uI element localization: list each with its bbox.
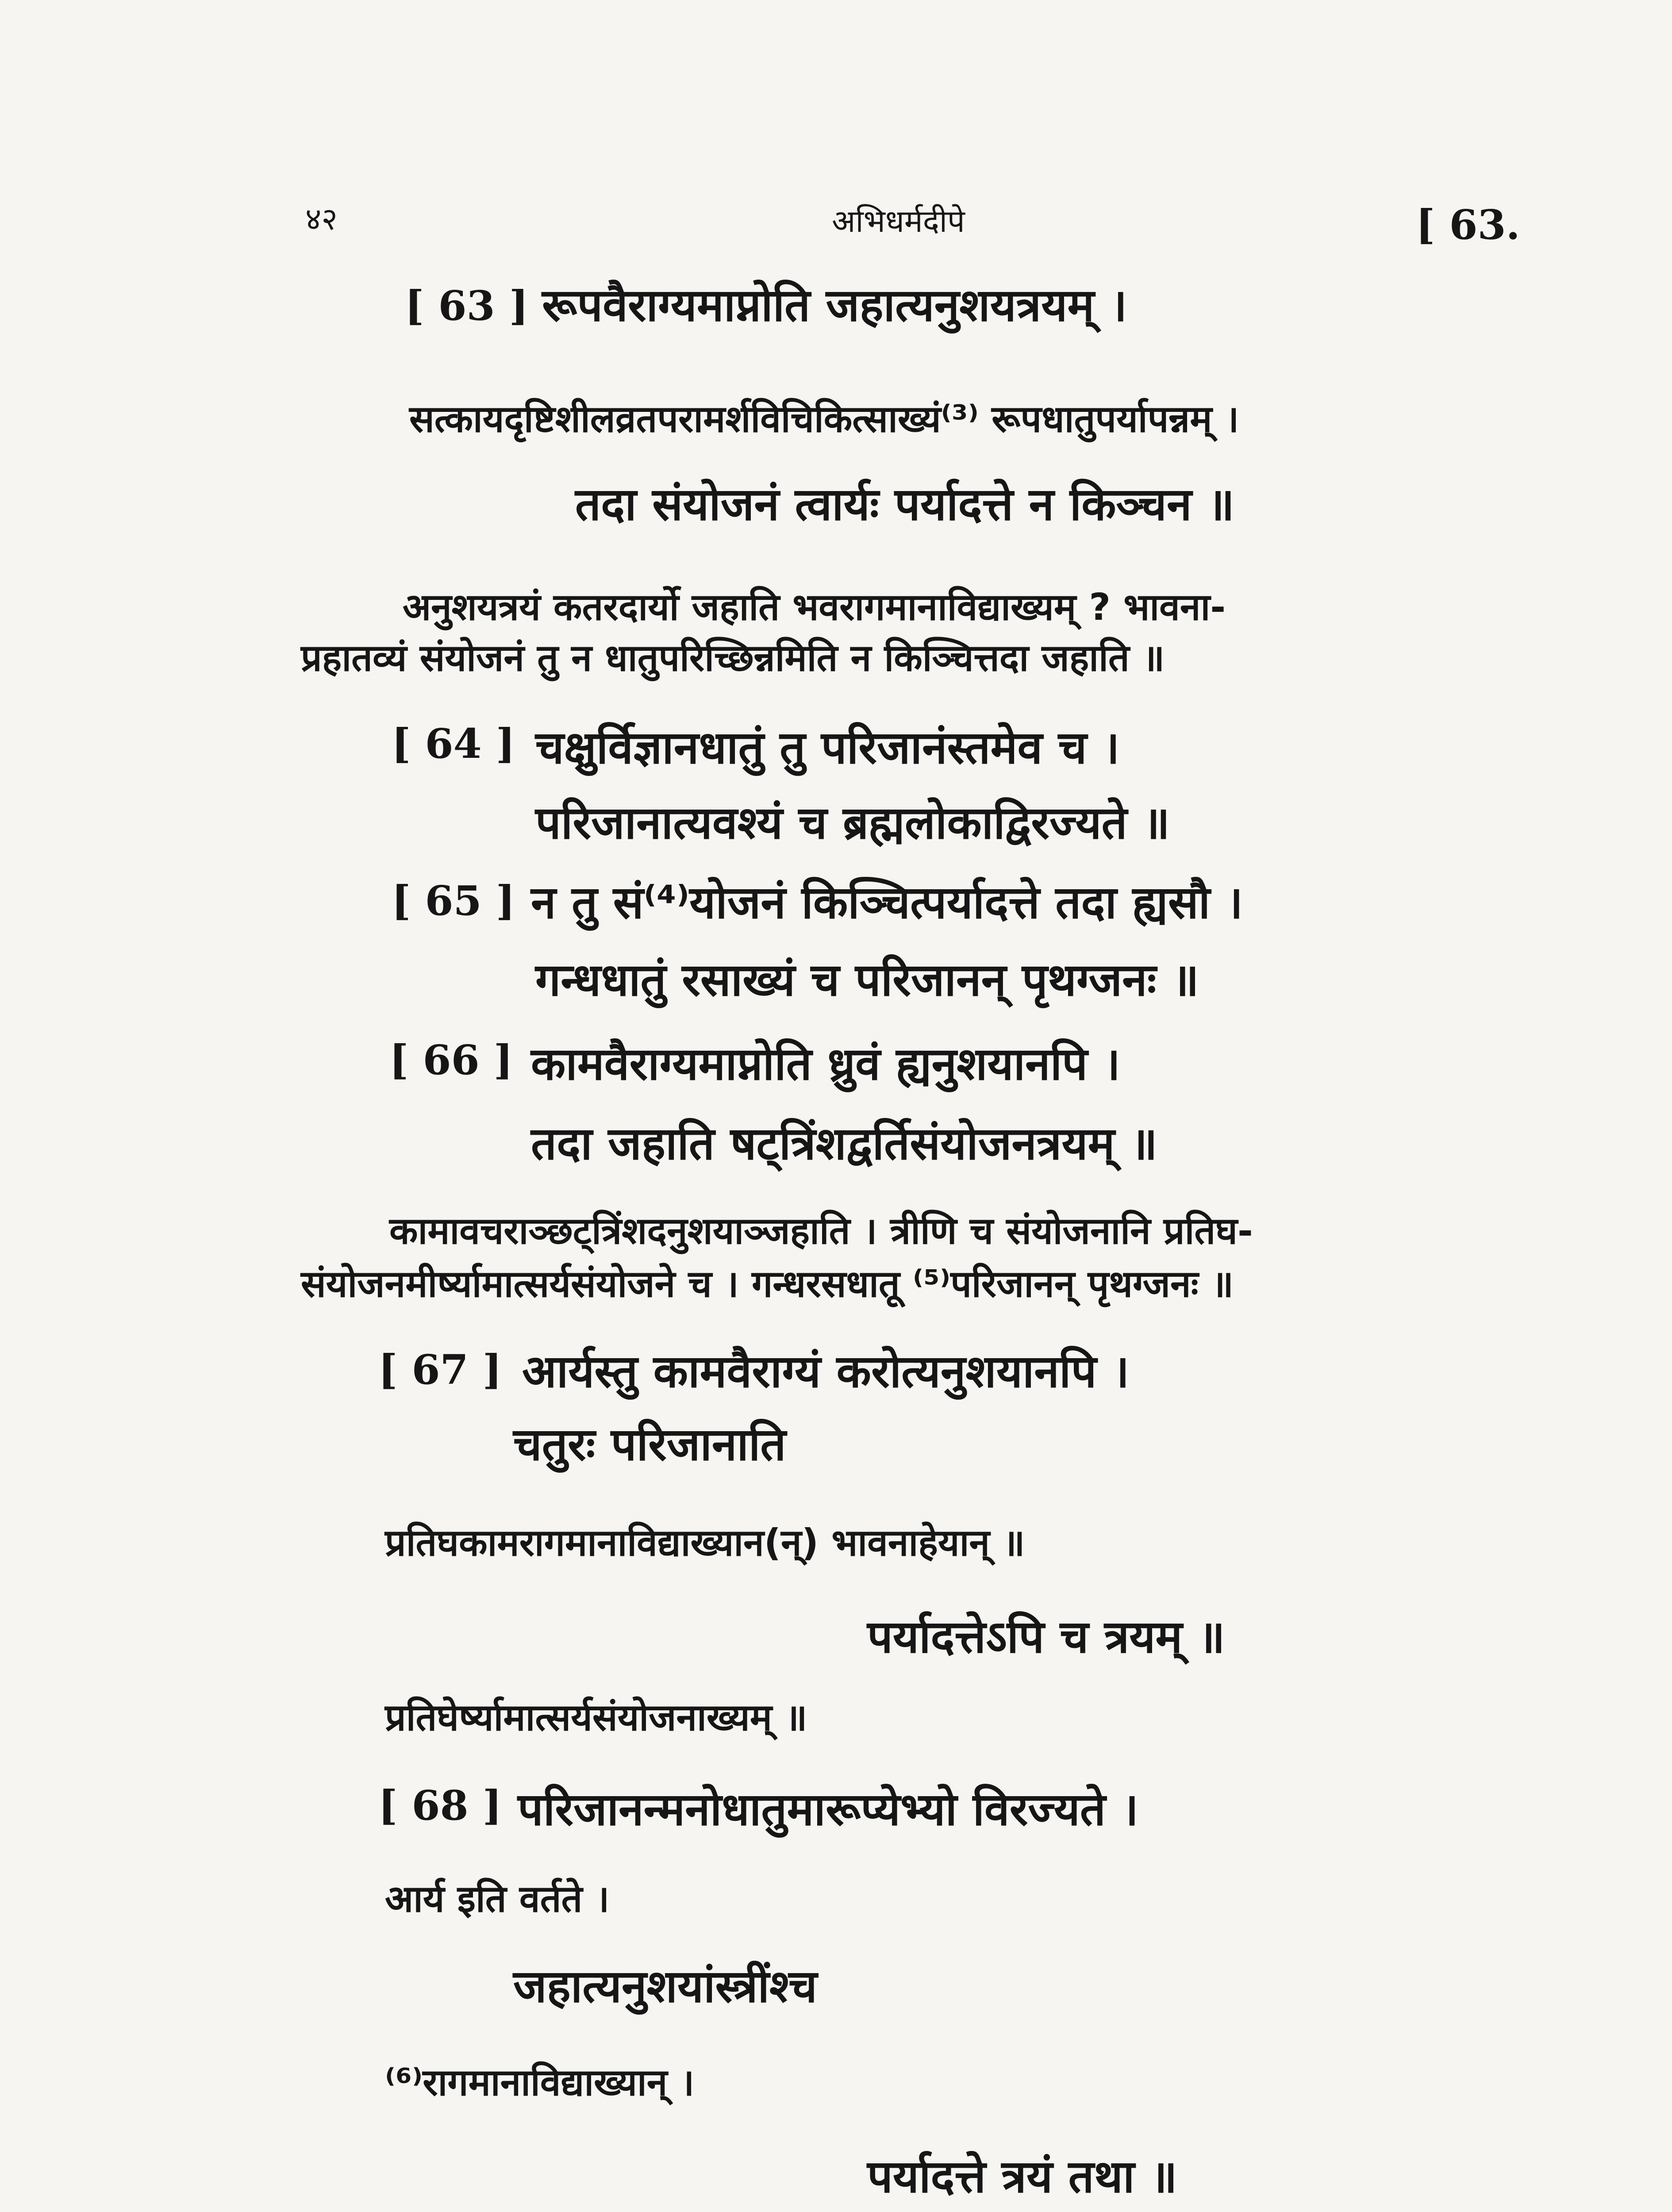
verse-number-63: [ 63 ]	[405, 282, 529, 330]
verse-66-line-2: तदा जहाति षट्त्रिंशद्वर्तिसंयोजनत्रयम् ॥	[531, 1118, 1158, 1170]
running-title: अभिधर्मदीपे	[832, 203, 965, 239]
verse-64-line-2: परिजानात्यवश्यं च ब्रह्मलोकाद्विरज्यते ॥	[535, 797, 1170, 849]
verse-number-64: [ 64 ]	[392, 720, 515, 768]
commentary-line: प्रहातव्यं संयोजनं तु न धातुपरिच्छिन्नमिति न किञ्चित्तदा जहाति ॥	[301, 636, 1165, 680]
verse-number-65: [ 65 ]	[392, 877, 515, 925]
verse-line: तदा संयोजनं त्वार्यः पर्यादत्ते न किञ्चन ॥	[575, 478, 1235, 531]
verse-67-line-1: आर्यस्तु कामवैराग्यं करोत्यनुशयानपि ।	[522, 1345, 1130, 1398]
verse-65-line-2: गन्धधातुं रसाख्यं च परिजानन् पृथग्जनः ॥	[535, 954, 1199, 1006]
commentary-line: संयोजनमीर्ष्यामात्सर्यसंयोजने च । गन्धरसधातू ⁽⁵⁾परिजानन् पृथग्जनः ॥	[301, 1262, 1234, 1306]
commentary-line: ⁽⁶⁾रागमानाविद्याख्यान् ।	[385, 2061, 695, 2104]
verse-65-line-1: न तु सं⁽⁴⁾योजनं किञ्चित्पर्यादत्ते तदा ह्यसौ ।	[531, 876, 1243, 929]
verse-line: जहात्यनुशयांस्त्रींश्च	[513, 1960, 818, 2013]
page-number: ४२	[305, 201, 338, 237]
verse-line: पर्यादत्तेऽपि च त्रयम् ॥	[867, 1611, 1226, 1663]
verse-64-line-1: चक्षुर्विज्ञानधातुं तु परिजानंस्तमेव च ।	[535, 722, 1120, 774]
verse-68-line: परिजानन्मनोधातुमारूप्येभ्यो विरज्यते ।	[518, 1783, 1139, 1836]
verse-66-line-1: कामवैराग्यमाप्नोति ध्रुवं ह्यनुशयानपि ।	[531, 1038, 1121, 1091]
verse-number-66: [ 66 ]	[389, 1036, 513, 1084]
commentary-line: अनुशयत्रयं कतरदार्यो जहाति भवरागमानाविद्याख्यम् ? भावना-	[403, 585, 1226, 629]
verse-line: पर्यादत्ते त्रयं तथा ॥	[867, 2151, 1177, 2203]
verse-number-67: [ 67 ]	[378, 1346, 502, 1394]
verse-reference: [ 63.	[1416, 201, 1520, 249]
commentary-line: सत्कायदृष्टिशीलव्रतपरामर्शविचिकित्साख्यं⁽³⁾ रूपधातुपर्यापन्नम् ।	[409, 397, 1239, 441]
commentary-line: प्रतिघेर्ष्यामात्सर्यसंयोजनाख्यम् ॥	[385, 1696, 807, 1739]
commentary-line: कामावचराञ्छट्त्रिंशदनुशयाञ्जहाति । त्रीणि च संयोजनानि प्रतिघ-	[389, 1209, 1253, 1252]
commentary-line: प्रतिघकामरागमानाविद्याख्यान(न्) भावनाहेयान् ॥	[385, 1521, 1025, 1564]
verse-number-68: [ 68 ]	[378, 1782, 502, 1829]
commentary-line: आर्य इति वर्तते ।	[385, 1877, 610, 1920]
verse-63-line: रूपवैराग्यमाप्नोति जहात्यनुशयत्रयम् ।	[542, 279, 1127, 332]
verse-67-line-2: चतुरः परिजानाति	[513, 1418, 786, 1471]
